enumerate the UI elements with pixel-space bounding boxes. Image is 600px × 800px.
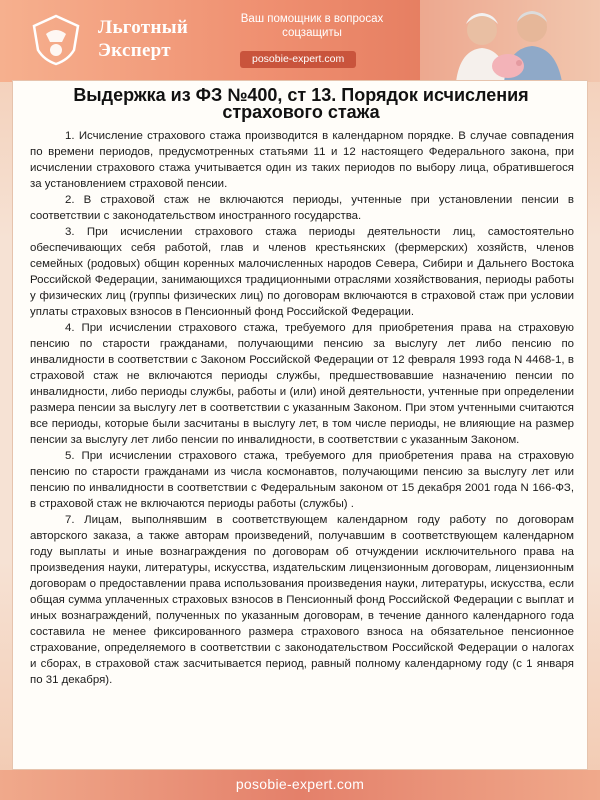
tagline [222, 12, 402, 40]
brand-name[interactable] [98, 16, 188, 62]
document-card [12, 80, 588, 770]
footer-bar [0, 770, 600, 800]
paragraph: 5. При исчислении страхового стажа, требуемого для приобретения права на страховую пенсию по старости гражданами из числа космонавтов, получающими пенсию за выслугу лет или пенсию по инвалидности в соответствии с Федеральным законом от 15 декабря 2001 года N 166-ФЗ, в страховой стаж не включаются периоды работы (службы) . [30, 450, 574, 510]
paragraph: 1. Исчисление страхового стажа производится в календарном порядке. В случае совпадения по времени периодов, предусмотренных статьями 11 и 12 настоящего Федерального закона, при исчислении страхового стажа учитывается один из таких периодов по выбору лица, обратившегося за установлением страховой пенсии. [30, 130, 574, 190]
tagline-line-2: соцзащиты [282, 27, 342, 39]
brand-line-2: Эксперт [98, 40, 171, 61]
logo-icon[interactable] [28, 12, 84, 68]
footer-site-link[interactable]: posobie-expert.com [235, 776, 365, 792]
paragraph: 7. Лицам, выполнявшим в соответствующем календарном году работу по договорам авторского заказа, а также авторам произведений, получавшим в соответствующем календарном году выплаты и иные вознаграждения по договорам об отчуждении исключительного права на произведения науки, литературы, искусства, издательским лицензионным договорам, лицензионным договорам о предоставлении права использования произведения науки, литературы, искусства, если общая сумма уплаченных страховых взносов в Пенсионный фонд Российской Федерации с выплат и иных вознаграждений, полученных по указанным договорам, в течение данного календарного года составила не менее фиксированного размера страхового взноса на обязательное пенсионное страхование, определяемого в соответствии с законодательством Российской Федерации о налогах и сборах, в страховой стаж засчитывается период, равный полному календарному году (с 1 января по 31 декабря). [30, 514, 574, 686]
elderly-couple-photo [420, 0, 600, 82]
title-line-1: Выдержка из ФЗ №400, ст 13. Порядок исчисления [73, 85, 529, 105]
paragraph: 2. В страховой стаж не включаются периоды, учтенные при установлении пенсии в соответствии с законодательством иностранного государства. [30, 194, 574, 222]
tagline-line-1: Ваш помощник в вопросах [240, 13, 384, 25]
site-link[interactable]: posobie-expert.com [240, 51, 356, 68]
document-title [13, 87, 589, 121]
document-body [30, 128, 574, 688]
brand-line-1: Льготный [98, 17, 189, 38]
title-line-2: страхового стажа [222, 102, 380, 122]
paragraph: 4. При исчислении страхового стажа, требуемого для приобретения права на страховую пенсию по старости гражданами, получающими пенсию за выслугу лет либо пенсию по инвалидности в соответствии с Законом Российской Федерации от 12 февраля 1993 года N 4468-1, в страховой стаж не включаются периоды службы, предшествовавшие назначению пенсии по инвалидности, либо периоды службы, работы и (или) иной деятельности, учтенные при определении размера пенсии за выслугу лет в соответствии с указанным Законом. При этом учтенными считаются все периоды, которые были засчитаны в выслугу лет, в том числе периоды, не влияющие на размер пенсии за выслугу лет либо пенсии по инвалидности, в соответствии с указанным Законом. [30, 322, 574, 446]
paragraph: 3. При исчислении страхового стажа периоды деятельности лиц, самостоятельно обеспечивающих себя работой, глав и членов крестьянских (фермерских) хозяйств, членов семейных (родовых) общин коренных малочисленных народов Севера, Сибири и Дальнего Востока Российской Федерации, занимающихся традиционными отраслями хозяйствования, периоды работы у физических лиц (группы физических лиц) по договорам включаются в страховой стаж при условии уплаты страховых взносов в Пенсионный фонд Российской Федерации. [30, 226, 574, 318]
header-banner [0, 0, 600, 82]
